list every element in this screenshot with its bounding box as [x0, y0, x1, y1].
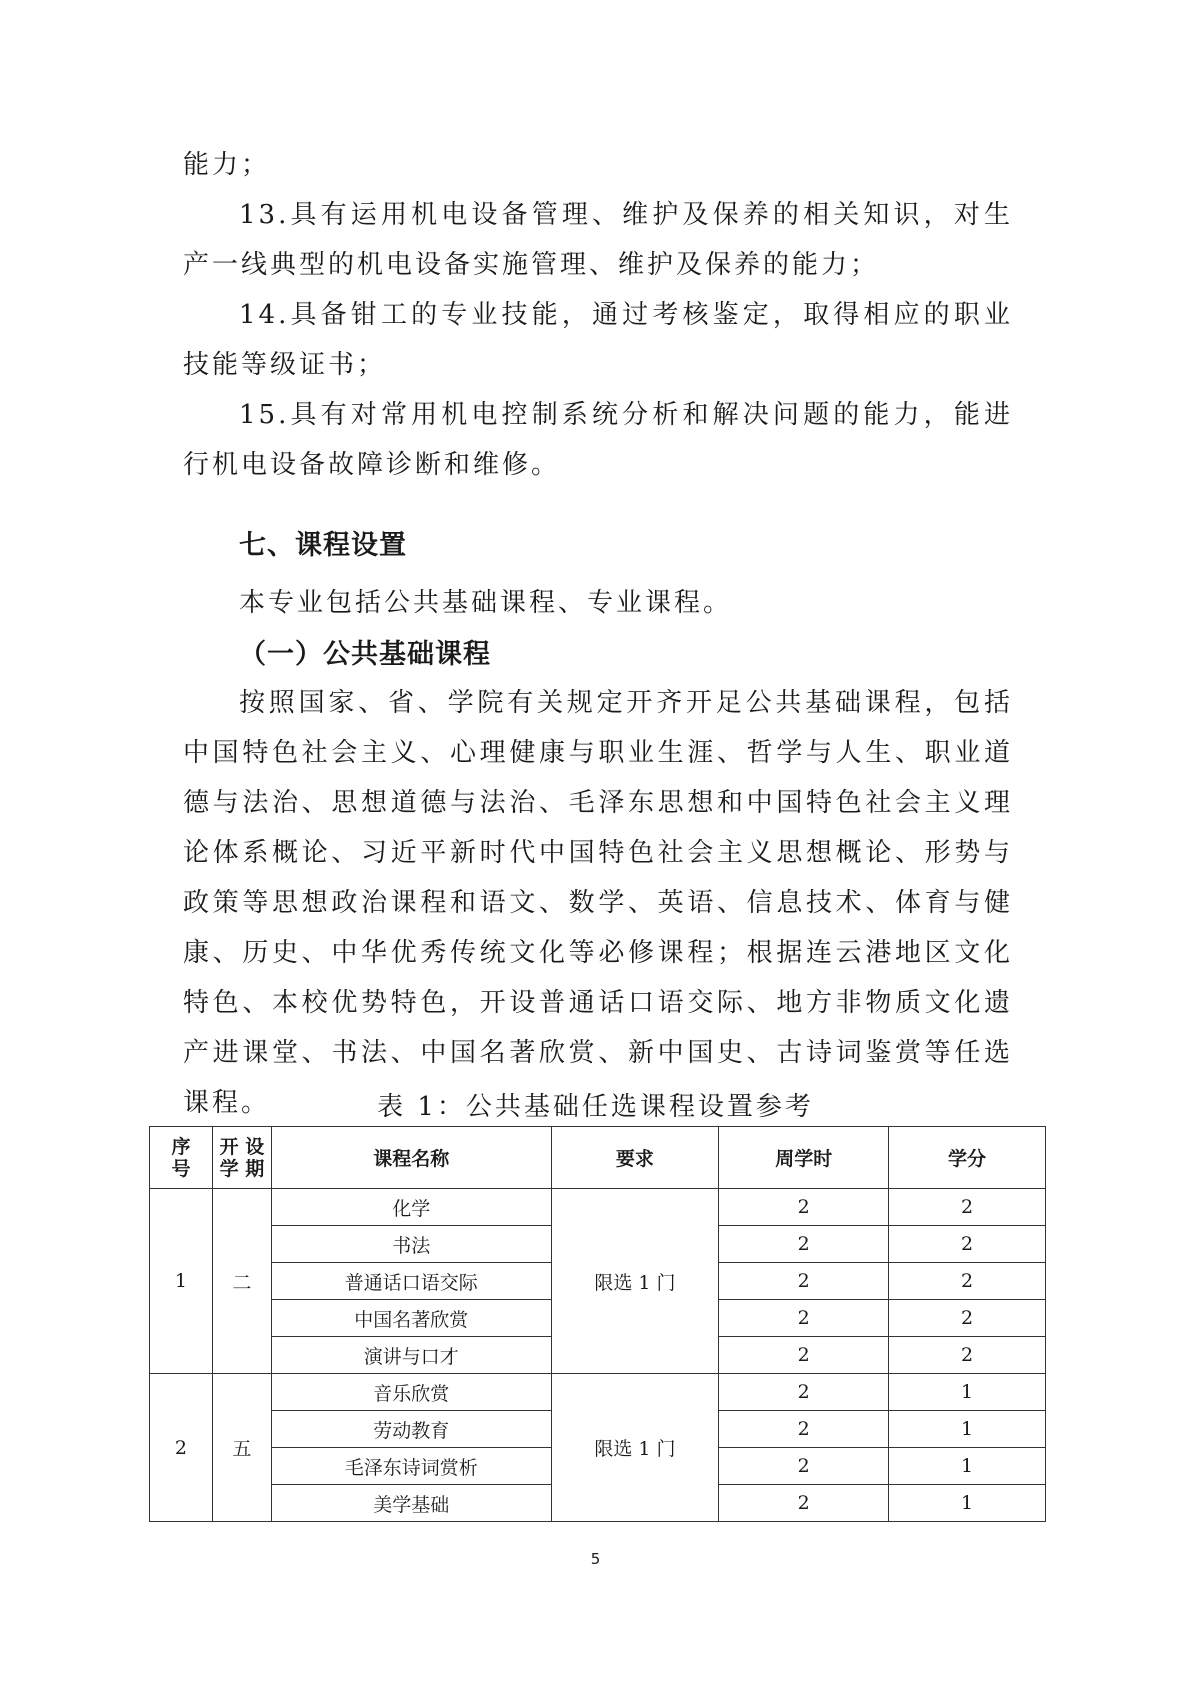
- course-hours: 2: [719, 1300, 889, 1337]
- course-name: 书法: [271, 1226, 551, 1263]
- course-hours: 2: [719, 1337, 889, 1374]
- intro-paragraph: 本专业包括公共基础课程、专业课程。: [239, 588, 733, 618]
- course-credits: 2: [889, 1263, 1046, 1300]
- header-weekly-hours: 周学时: [719, 1127, 889, 1189]
- header-no: 序 号: [150, 1127, 213, 1189]
- group-requirement: 限选 1 门: [551, 1189, 719, 1374]
- course-hours: 2: [719, 1485, 889, 1522]
- paragraph-item-13: 13.具有运用机电设备管理、维护及保养的相关知识，对生产一线典型的机电设备实施管理、维护及保养的能力；: [183, 200, 1013, 280]
- group-term: 五: [212, 1374, 271, 1522]
- course-hours: 2: [719, 1263, 889, 1300]
- course-hours: 2: [719, 1189, 889, 1226]
- course-credits: 2: [889, 1337, 1046, 1374]
- course-name: 美学基础: [271, 1485, 551, 1522]
- course-table: [149, 1126, 1046, 1522]
- group-term: 二: [212, 1189, 271, 1374]
- paragraph-item-14: 14.具备钳工的专业技能，通过考核鉴定，取得相应的职业技能等级证书；: [183, 300, 1013, 380]
- course-name: 演讲与口才: [271, 1337, 551, 1374]
- course-name: 普通话口语交际: [271, 1263, 551, 1300]
- section-heading: 七、课程设置: [239, 530, 407, 561]
- page-number: 5: [590, 1550, 601, 1568]
- paragraph-item-15: 15.具有对常用机电控制系统分析和解决问题的能力，能进行机电设备故障诊断和维修。: [183, 400, 1013, 480]
- course-credits: 1: [889, 1374, 1046, 1411]
- course-hours: 2: [719, 1226, 889, 1263]
- group-requirement: 限选 1 门: [551, 1374, 719, 1522]
- course-credits: 2: [889, 1189, 1046, 1226]
- table-caption: 表 1：公共基础任选课程设置参考: [377, 1092, 814, 1122]
- header-requirement: 要求: [551, 1127, 719, 1189]
- header-course-name: 课程名称: [271, 1127, 551, 1189]
- course-hours: 2: [719, 1411, 889, 1448]
- table-header-row: [150, 1127, 1046, 1189]
- table-row: [150, 1374, 1046, 1411]
- body-paragraph: 按照国家、省、学院有关规定开齐开足公共基础课程，包括中国特色社会主义、心理健康与职业生涯、哲学与人生、职业道德与法治、思想道德与法治、毛泽东思想和中国特色社会主义理论体系概论、习近平新时代中国特色社会主义思想概论、形势与政策等思想政治课程和语文、数学、英语、信息技术、体育与健康、历史、中华优秀传统文化等必修课程；根据连云港地区文化特色、本校优势特色，开设普通话口语交际、地方非物质文化遗产进课堂、书法、中国名著欣赏、新中国史、古诗词鉴赏等任选课程。: [183, 688, 1013, 1118]
- course-credits: 1: [889, 1448, 1046, 1485]
- course-credits: 1: [889, 1411, 1046, 1448]
- header-term: 开 设 学 期: [212, 1127, 271, 1189]
- course-name: 化学: [271, 1189, 551, 1226]
- subsection-heading: （一）公共基础课程: [239, 639, 491, 670]
- course-name: 中国名著欣赏: [271, 1300, 551, 1337]
- paragraph-continuation: 能力；: [183, 150, 271, 180]
- table-row: [150, 1189, 1046, 1226]
- course-hours: 2: [719, 1448, 889, 1485]
- course-name: 毛泽东诗词赏析: [271, 1448, 551, 1485]
- course-name: 劳动教育: [271, 1411, 551, 1448]
- course-hours: 2: [719, 1374, 889, 1411]
- header-credits: 学分: [889, 1127, 1046, 1189]
- course-credits: 2: [889, 1226, 1046, 1263]
- group-no: 2: [150, 1374, 213, 1522]
- course-credits: 2: [889, 1300, 1046, 1337]
- course-name: 音乐欣赏: [271, 1374, 551, 1411]
- group-no: 1: [150, 1189, 213, 1374]
- course-credits: 1: [889, 1485, 1046, 1522]
